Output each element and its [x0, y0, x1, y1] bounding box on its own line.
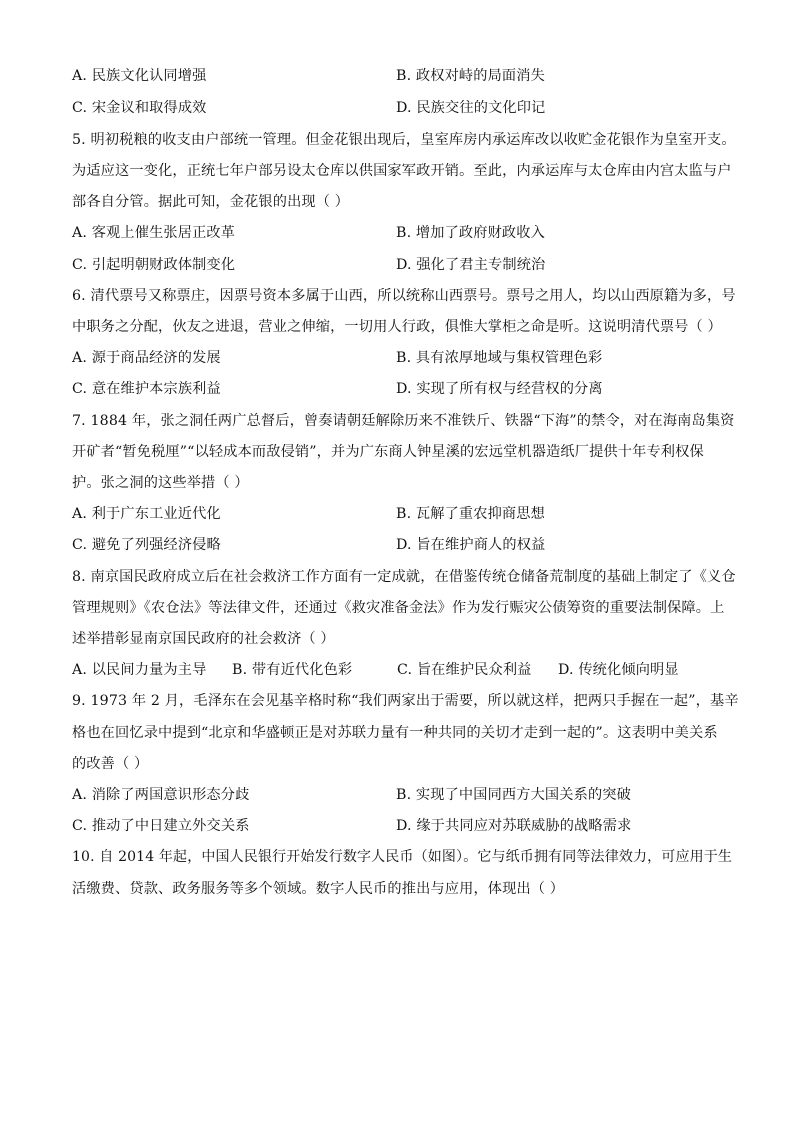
q5-option-b[interactable]: B. 增加了政府财政收入 — [396, 225, 545, 241]
q6-stem-line-1: 6. 清代票号又称票庄，因票号资本多属于山西，所以统称山西票号。票号之用人，均以山西原籍为多，号 — [72, 288, 736, 304]
q5-option-c[interactable]: C. 引起明朝财政体制变化 — [72, 257, 236, 273]
q9-option-a[interactable]: A. 消除了两国意识形态分歧 — [72, 787, 250, 803]
q9-stem-line-1: 9. 1973 年 2 月，毛泽东在会见基辛格时称“我们两家出于需要，所以就这样，把两只手握在一起”，基辛 — [72, 693, 739, 709]
q7-option-c[interactable]: C. 避免了列强经济侵略 — [72, 537, 221, 553]
q9-option-b[interactable]: B. 实现了中国同西方大国关系的突破 — [396, 787, 631, 803]
q6-option-d[interactable]: D. 实现了所有权与经营权的分离 — [396, 381, 603, 397]
q9-stem-line-3: 的改善（ ） — [72, 756, 149, 772]
q7-stem-line-3: 护。张之洞的这些举措（ ） — [72, 475, 249, 491]
q7-option-d[interactable]: D. 旨在维护商人的权益 — [396, 537, 546, 553]
q10-stem-line-2: 活缴费、贷款、政务服务等多个领域。数字人民币的推出与应用，体现出（ ） — [72, 881, 565, 897]
q10-stem-line-1: 10. 自 2014 年起，中国人民银行开始发行数字人民币（如图）。它与纸币拥有同等法律效力，可应用于生 — [72, 849, 733, 865]
q5-stem-line-2: 为适应这一变化，正统七年户部另设太仓库以供国家军政开销。至此，内承运库与太仓库由内宫太监与户 — [72, 163, 732, 179]
q5-option-a[interactable]: A. 客观上催生张居正改革 — [72, 225, 236, 241]
q8-option-d[interactable]: D. 传统化倾向明显 — [558, 662, 679, 678]
q8-stem-line-3: 述举措彰显南京国民政府的社会救济（ ） — [72, 631, 335, 647]
q9-option-d[interactable]: D. 缘于共同应对苏联威胁的战略需求 — [396, 818, 632, 834]
q7-option-b[interactable]: B. 瓦解了重农抑商思想 — [396, 506, 545, 522]
q8-option-c[interactable]: C. 旨在维护民众利益 — [397, 662, 532, 678]
q8-stem-line-1: 8. 南京国民政府成立后在社会救济工作方面有一定成就，在借鉴传统仓储备荒制度的基础上制定了《义仓 — [72, 569, 736, 585]
q5-stem-line-3: 部各自分管。据此可知，金花银的出现（ ） — [72, 194, 350, 210]
q4-option-a[interactable]: A. 民族文化认同增强 — [72, 68, 207, 84]
q8-option-a[interactable]: A. 以民间力量为主导 — [72, 662, 207, 678]
q6-option-b[interactable]: B. 具有浓厚地域与集权管理色彩 — [396, 350, 603, 366]
q6-stem-line-2: 中职务之分配，伙友之进退，营业之伸缩，一切用人行政，俱惟大掌柜之命是听。这说明清代票号（ ） — [72, 319, 722, 335]
q7-stem-line-2: 开矿者“暂免税厘”“以轻成本而敌侵销”，并为广东商人钟星溪的宏远堂机器造纸厂提供十年专利权保 — [72, 444, 704, 460]
q4-option-b[interactable]: B. 政权对峙的局面消失 — [396, 68, 545, 84]
q5-stem-line-1: 5. 明初税粮的收支由户部统一管理。但金花银出现后，皇室库房内承运库改以收贮金花银作为皇室开支。 — [72, 132, 736, 148]
q8-stem-line-2: 管理规则》《农仓法》等法律文件，还通过《救灾准备金法》作为发行赈灾公债筹资的重要法制保障。上 — [72, 600, 725, 616]
q7-stem-line-1: 7. 1884 年，张之洞任两广总督后，曾奏请朝廷解除历来不准铁斤、铁器“下海”的禁令，对在海南岛集资 — [72, 413, 735, 429]
q5-option-d[interactable]: D. 强化了君主专制统治 — [396, 257, 546, 273]
q6-option-c[interactable]: C. 意在维护本宗族利益 — [72, 381, 221, 397]
q6-option-a[interactable]: A. 源于商品经济的发展 — [72, 350, 221, 366]
q4-option-c[interactable]: C. 宋金议和取得成效 — [72, 100, 207, 116]
q8-option-b[interactable]: B. 带有近代化色彩 — [232, 662, 353, 678]
q9-option-c[interactable]: C. 推动了中日建立外交关系 — [72, 818, 250, 834]
q9-stem-line-2: 格也在回忆录中提到“北京和华盛顿正是对苏联力量有一种共同的关切才走到一起的”。这表明中美关系 — [72, 725, 718, 741]
q4-option-d[interactable]: D. 民族交往的文化印记 — [396, 100, 546, 116]
q7-option-a[interactable]: A. 利于广东工业近代化 — [72, 506, 221, 522]
